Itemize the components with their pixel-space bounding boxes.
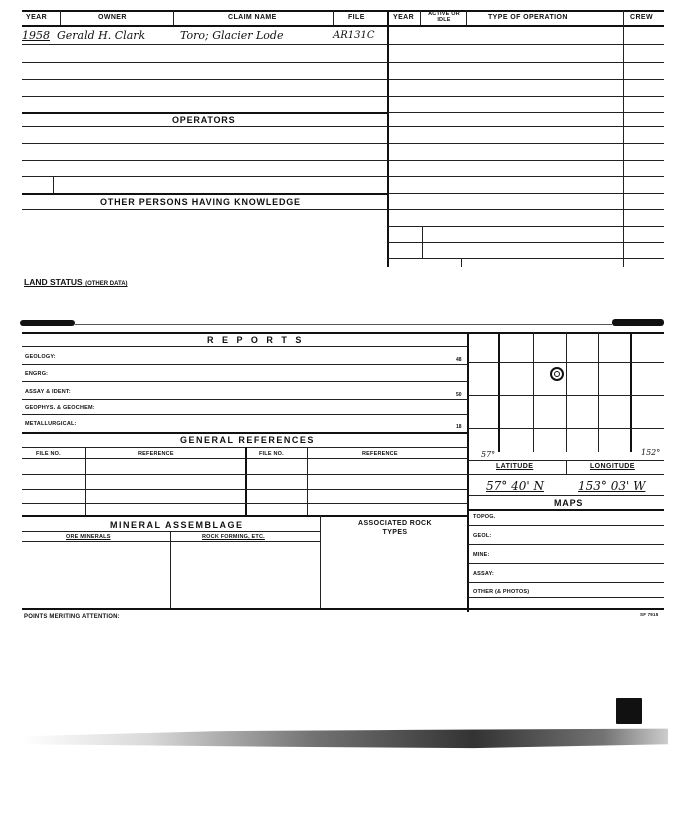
mineral-col-sep — [320, 515, 321, 608]
entry-claim-name: Toro; Glacier Lode — [180, 29, 284, 42]
right-row-line — [388, 44, 664, 45]
row-line — [22, 62, 387, 63]
map-grid-line — [630, 332, 632, 452]
maps-topog: TOPOG. — [473, 514, 496, 520]
maps-bottom-border — [468, 608, 664, 610]
maps-heading: MAPS — [554, 498, 584, 508]
map-grid-line — [468, 495, 664, 496]
right-row-line — [388, 112, 664, 113]
other-persons-heading: OTHER PERSONS HAVING KNOWLEDGE — [100, 197, 301, 207]
right-row-line — [388, 226, 664, 227]
land-status-heading — [24, 277, 128, 287]
rock-forming-label: ROCK FORMING, ETC. — [202, 534, 265, 540]
maps-assay: ASSAY: — [473, 571, 495, 577]
row-tick — [53, 176, 54, 193]
right-row-line — [388, 79, 664, 80]
col-sep — [60, 10, 61, 25]
row-line — [22, 143, 387, 144]
other-persons-top-border — [22, 193, 387, 195]
entry-year: 1958 — [22, 29, 50, 42]
col-sep — [333, 10, 334, 25]
map-grid-line — [566, 332, 567, 452]
lat-tick: 57° — [481, 450, 496, 459]
longitude-label: LONGITUDE — [590, 463, 635, 470]
right-row-line — [388, 126, 664, 127]
header-year: YEAR — [26, 14, 48, 21]
col-sep — [466, 10, 467, 25]
right-row-line — [388, 242, 664, 243]
general-references-top-border — [22, 432, 468, 434]
scan-smudge — [20, 320, 75, 326]
operators-top-border — [22, 112, 387, 114]
header-file: FILE — [348, 14, 365, 21]
maps-line — [468, 525, 664, 526]
land-status-label: LAND STATUS — [24, 277, 83, 287]
right-row-line — [388, 193, 664, 194]
row-line — [22, 503, 468, 504]
maps-line — [468, 563, 664, 564]
map-grid-line — [468, 474, 664, 475]
row-line — [22, 209, 387, 210]
maps-other: OTHER (& PHOTOS) — [473, 589, 530, 595]
report-geology: GEOLOGY: — [25, 354, 56, 360]
header-bottom-border — [22, 25, 664, 27]
report-engrg: ENGRG: — [25, 371, 49, 377]
row-line — [22, 489, 468, 490]
associated-rock-types-heading: ASSOCIATED ROCK TYPES — [358, 520, 432, 536]
row-line — [22, 126, 387, 127]
entry-file: AR131C — [333, 30, 375, 41]
right-row-tick — [461, 258, 462, 267]
header-type-of-operation: TYPE OF OPERATION — [488, 14, 568, 21]
row-line — [22, 531, 320, 532]
location-marker-icon — [550, 367, 564, 381]
map-grid-line — [468, 395, 664, 396]
reports-top-border — [22, 332, 664, 334]
map-grid-line — [498, 332, 500, 452]
report-metallurgical-num: 18 — [456, 424, 462, 430]
right-row-line — [388, 143, 664, 144]
crew-col-sep — [623, 10, 624, 267]
report-geology-num: 48 — [456, 357, 462, 363]
row-line — [22, 381, 468, 382]
row-line — [22, 160, 387, 161]
top-border — [22, 10, 664, 12]
ore-minerals-label: ORE MINERALS — [66, 534, 111, 540]
scan-line — [75, 324, 612, 325]
row-line — [22, 176, 387, 177]
scan-block — [616, 698, 642, 724]
report-metallurgical: METALLURGICAL: — [25, 421, 77, 427]
maps-geol: GEOL: — [473, 533, 492, 539]
header-claim-name: CLAIM NAME — [228, 14, 277, 21]
col-sep — [173, 10, 174, 25]
row-line — [22, 474, 468, 475]
row-line — [22, 399, 468, 400]
map-divider — [467, 332, 469, 612]
latlon-sep — [566, 460, 567, 474]
maps-line — [468, 582, 664, 583]
map-grid-line — [598, 332, 599, 452]
right-row-line — [388, 258, 664, 259]
map-grid-line — [533, 332, 534, 452]
row-line — [22, 414, 468, 415]
points-meriting-attention: POINTS MERITING ATTENTION: — [24, 614, 120, 620]
report-assay: ASSAY & IDENT: — [25, 389, 71, 395]
header-year-2: YEAR — [393, 14, 415, 21]
ref-col-sep — [85, 447, 86, 515]
map-grid-line — [468, 428, 664, 429]
scan-smudge — [612, 319, 664, 326]
mineral-bottom-border — [22, 608, 468, 610]
map-grid-line — [468, 362, 664, 363]
maps-line — [468, 509, 664, 511]
general-references-heading: GENERAL REFERENCES — [180, 435, 315, 445]
header-crew: CREW — [630, 14, 653, 21]
scan-noise-band — [20, 726, 668, 752]
report-assay-num: 50 — [456, 392, 462, 398]
row-line — [22, 346, 468, 347]
maps-line — [468, 597, 664, 598]
land-status-sub: (OTHER DATA) — [85, 281, 128, 287]
header-active-or-idle: ACTIVE OR IDLE — [428, 11, 460, 23]
mineral-col-sep — [170, 531, 171, 608]
right-row-tick — [422, 226, 423, 258]
mineral-assemblage-heading: MINERAL ASSEMBLAGE — [110, 520, 244, 530]
location-marker-dot — [554, 371, 560, 377]
ref-reference-2: REFERENCE — [362, 451, 398, 457]
ref-col-sep — [307, 447, 308, 515]
form-number: SF 7915 — [640, 612, 659, 617]
right-table-divider — [387, 10, 389, 267]
header-owner: OWNER — [98, 14, 127, 21]
row-line — [22, 44, 387, 45]
lon-tick: 152° — [641, 448, 661, 457]
ref-file-no-2: FILE NO. — [259, 451, 284, 457]
reports-heading: R E P O R T S — [207, 335, 305, 345]
row-line — [22, 79, 387, 80]
maps-mine: MINE: — [473, 552, 490, 558]
latitude-label: LATITUDE — [496, 463, 534, 470]
longitude-value: 153° 03' W — [578, 479, 646, 493]
ref-file-no: FILE NO. — [36, 451, 61, 457]
ref-reference: REFERENCE — [138, 451, 174, 457]
right-row-line — [388, 96, 664, 97]
report-geophys: GEOPHYS. & GEOCHEM: — [25, 405, 95, 411]
latitude-value: 57° 40' N — [486, 479, 544, 493]
right-row-line — [388, 209, 664, 210]
row-line — [22, 364, 468, 365]
row-line — [22, 96, 387, 97]
right-row-line — [388, 176, 664, 177]
entry-owner: Gerald H. Clark — [57, 29, 146, 42]
operators-heading: OPERATORS — [172, 115, 236, 125]
right-row-line — [388, 62, 664, 63]
row-line — [22, 541, 320, 542]
ref-col-sep — [245, 447, 247, 515]
right-row-line — [388, 160, 664, 161]
mineral-top-border — [22, 515, 468, 517]
col-sep — [420, 10, 421, 25]
maps-line — [468, 544, 664, 545]
